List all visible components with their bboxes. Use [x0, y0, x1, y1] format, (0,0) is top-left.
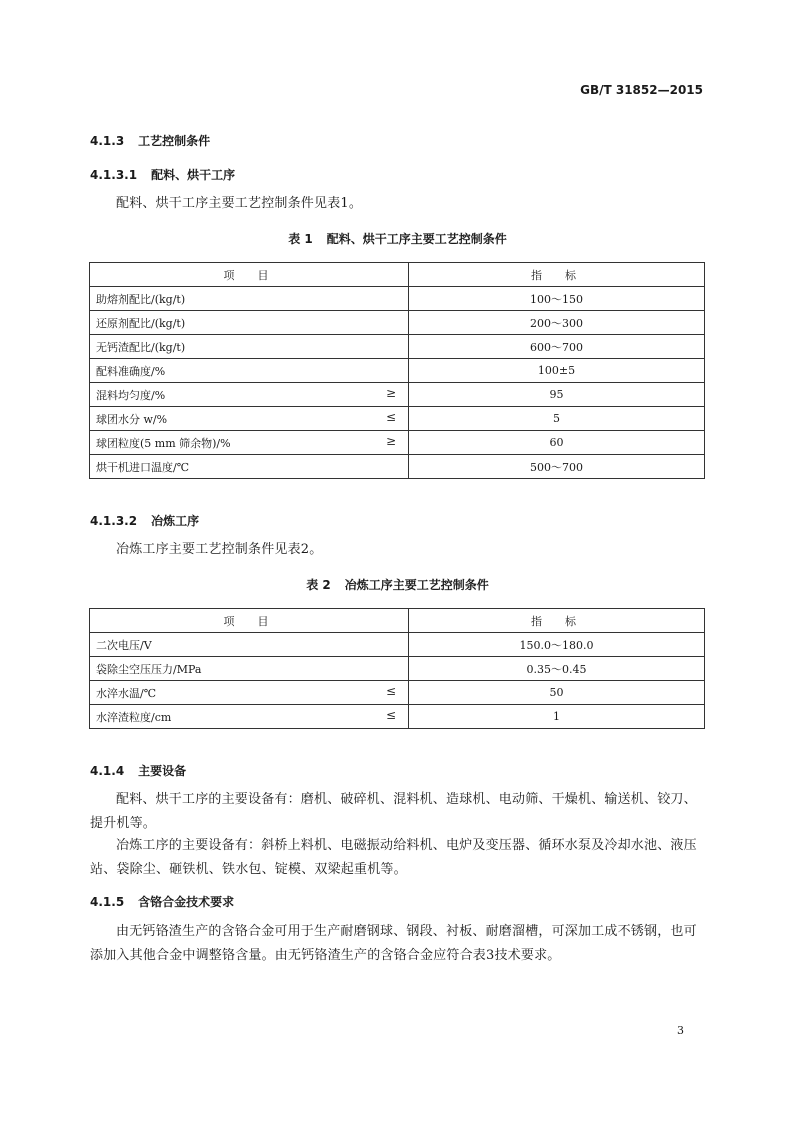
item-cell — [90, 407, 409, 431]
value-cell: 60 — [409, 431, 705, 455]
table-row — [90, 383, 705, 407]
section-title: 含铬合金技术要求 — [138, 895, 235, 909]
section-title: 主要设备 — [138, 764, 187, 778]
comparison-symbol: ≤ — [385, 684, 396, 698]
item-label: 配料准确度/% — [96, 364, 166, 378]
section-4-1-3-2-intro: 冶炼工序主要工艺控制条件见表2。 — [116, 542, 323, 557]
item-cell — [90, 287, 409, 311]
section-4-1-3-heading — [90, 132, 210, 149]
section-title: 配料、烘干工序 — [151, 168, 236, 182]
value-cell: 200～300 — [409, 311, 705, 335]
section-4-1-4-heading — [90, 762, 186, 779]
value-cell: 1 — [409, 705, 705, 729]
item-label: 助熔剂配比/(kg/t) — [96, 292, 186, 306]
value-cell: 50 — [409, 681, 705, 705]
table-1-caption — [90, 230, 705, 247]
item-label: 水淬渣粒度/cm — [96, 710, 172, 724]
table-row — [90, 657, 705, 681]
section-number: 4.1.3 — [90, 134, 125, 148]
section-4-1-4-paragraph-2: 冶炼工序的主要设备有：斜桥上料机、电磁振动给料机、电炉及变压器、循环水泵及冷却水池、液压站、袋除尘、砸铁机、铁水包、锭模、双梁起重机等。 — [90, 838, 697, 877]
value-cell: 5 — [409, 407, 705, 431]
value-cell: 100～150 — [409, 287, 705, 311]
section-number: 4.1.3.1 — [90, 168, 138, 182]
comparison-symbol: ≥ — [385, 386, 396, 400]
column-header-value: 指 标 — [409, 609, 705, 633]
section-4-1-5-paragraph-1: 由无钙铬渣生产的含铬合金可用于生产耐磨钢球、钢段、衬板、耐磨溜槽，可深加工成不锈钢，也可添加入其他合金中调整铬含量。由无钙铬渣生产的含铬合金应符合表3技术要求。 — [90, 924, 697, 963]
item-label: 烘干机进口温度/℃ — [96, 460, 190, 474]
section-number: 4.1.3.2 — [90, 514, 138, 528]
item-cell — [90, 633, 409, 657]
item-label: 还原剂配比/(kg/t) — [96, 316, 186, 330]
page-number: 3 — [677, 1024, 684, 1037]
section-title: 工艺控制条件 — [138, 134, 211, 148]
table-1 — [89, 262, 705, 479]
section-4-1-3-1-intro: 配料、烘干工序主要工艺控制条件见表1。 — [116, 196, 363, 211]
column-header-value: 指 标 — [409, 263, 705, 287]
section-title: 冶炼工序 — [151, 514, 200, 528]
section-4-1-3-2-heading — [90, 512, 199, 529]
standard-code: GB/T 31852—2015 — [580, 83, 703, 97]
item-cell — [90, 681, 409, 705]
item-label: 无钙渣配比/(kg/t) — [96, 340, 186, 354]
value-cell: 600～700 — [409, 335, 705, 359]
section-number: 4.1.5 — [90, 895, 125, 909]
table-row — [90, 633, 705, 657]
item-label: 水淬水温/℃ — [96, 686, 157, 700]
table-header-row — [90, 609, 705, 633]
table-row — [90, 311, 705, 335]
table-row — [90, 359, 705, 383]
table-number: 表 2 — [306, 578, 331, 592]
table-row — [90, 431, 705, 455]
table-header-row — [90, 263, 705, 287]
item-label: 袋除尘空压压力/MPa — [96, 662, 202, 676]
table-row — [90, 287, 705, 311]
item-cell — [90, 657, 409, 681]
table-row — [90, 705, 705, 729]
item-cell — [90, 359, 409, 383]
table-row — [90, 455, 705, 479]
item-cell — [90, 311, 409, 335]
item-cell — [90, 705, 409, 729]
item-cell — [90, 455, 409, 479]
comparison-symbol: ≥ — [385, 434, 396, 448]
table-number: 表 1 — [288, 232, 313, 246]
item-cell — [90, 383, 409, 407]
table-row — [90, 407, 705, 431]
table-title: 冶炼工序主要工艺控制条件 — [344, 578, 489, 592]
value-cell: 100±5 — [409, 359, 705, 383]
table-2 — [89, 608, 705, 729]
table-title: 配料、烘干工序主要工艺控制条件 — [326, 232, 507, 246]
column-header-item: 项 目 — [90, 263, 409, 287]
section-4-1-4-paragraph-1: 配料、烘干工序的主要设备有：磨机、破碎机、混料机、造球机、电动筛、干燥机、输送机、铰刀、提升机等。 — [90, 792, 697, 831]
section-4-1-5-heading — [90, 893, 234, 910]
item-label: 球团水分 w/% — [96, 412, 168, 426]
section-4-1-3-1-heading — [90, 166, 235, 183]
value-cell: 500～700 — [409, 455, 705, 479]
comparison-symbol: ≤ — [385, 708, 396, 722]
comparison-symbol: ≤ — [385, 410, 396, 424]
item-label: 球团粒度(5 mm 筛余物)/% — [96, 436, 231, 450]
value-cell: 150.0～180.0 — [409, 633, 705, 657]
table-row — [90, 335, 705, 359]
item-label: 二次电压/V — [96, 638, 152, 652]
value-cell: 0.35～0.45 — [409, 657, 705, 681]
value-cell: 95 — [409, 383, 705, 407]
section-number: 4.1.4 — [90, 764, 125, 778]
table-2-caption — [90, 576, 705, 593]
column-header-item: 项 目 — [90, 609, 409, 633]
table-row — [90, 681, 705, 705]
item-cell — [90, 335, 409, 359]
item-cell — [90, 431, 409, 455]
item-label: 混料均匀度/% — [96, 388, 166, 402]
